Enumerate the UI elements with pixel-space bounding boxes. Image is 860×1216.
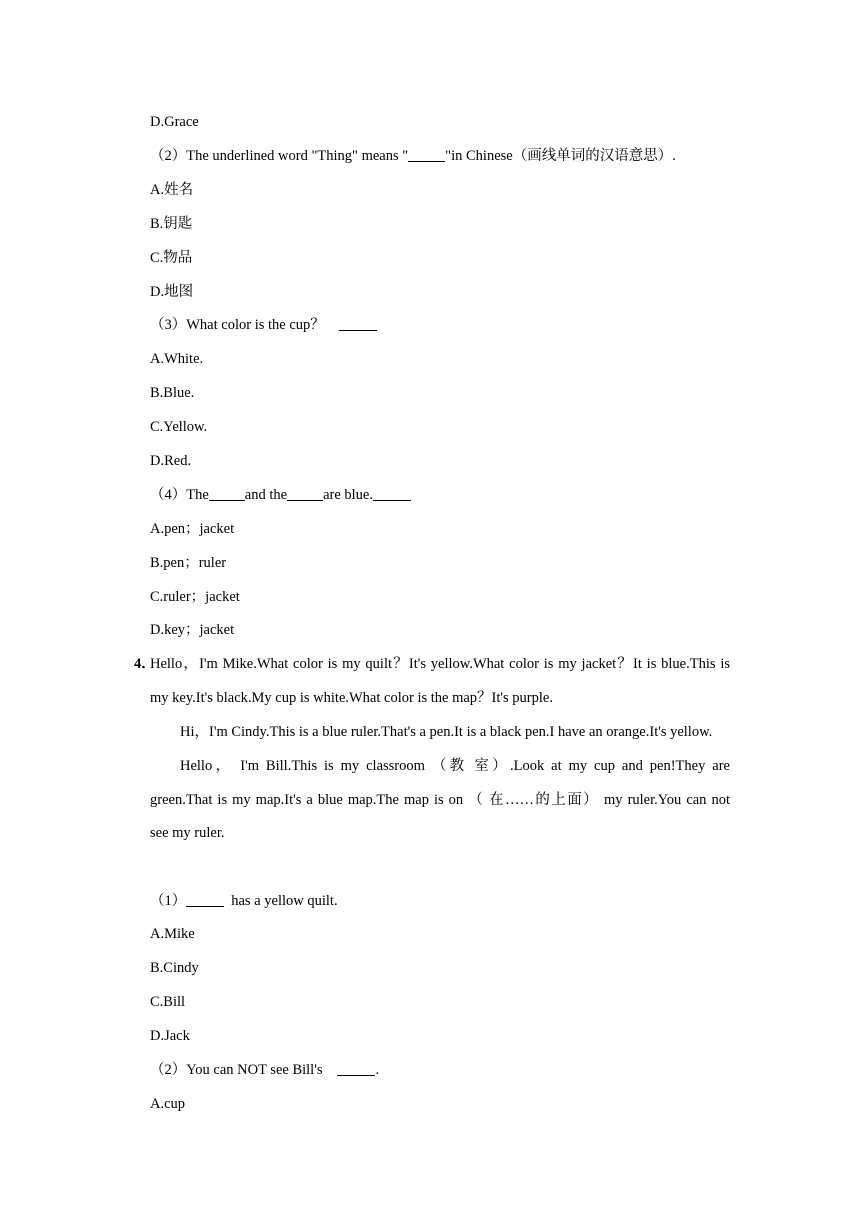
answer-blank: [373, 486, 411, 501]
q4-sub2-stem: [150, 1061, 379, 1079]
q3-sub2-suffix: "in Chinese（画线单词的汉语意思）.: [445, 148, 676, 164]
passage-p2: Hi，I'm Cindy.This is a blue ruler.That's a pen.It is a black pen.I have an orange.It's yellow.: [180, 724, 713, 740]
q3-sub3-option-c: C.Yellow.: [150, 419, 208, 435]
answer-blank: [337, 1061, 375, 1076]
passage-p3-line1: Hello， I'm Bill.This is my classroom （教 室）.Look at my cup and pen!They are: [180, 758, 730, 774]
q3-sub4-option-d: D.key；jacket: [150, 622, 235, 638]
q3-sub3-prefix: （3）What color is the cup？: [150, 317, 325, 333]
answer-blank: [209, 486, 245, 501]
passage-p1-line2: my key.It's black.My cup is white.What color is the map？It's purple.: [150, 690, 553, 706]
answer-blank: [186, 892, 224, 907]
q4-sub1-option-a: A.Mike: [150, 926, 195, 942]
question-number: 4．: [134, 656, 156, 672]
q3-sub3-option-b: B.Blue.: [150, 385, 195, 401]
passage-p1-line1: Hello，I'm Mike.What color is my quilt？It's yellow.What color is my jacket？It is blue.This is: [150, 656, 730, 672]
q4-sub2-suffix: .: [375, 1062, 380, 1078]
q3-sub4-option-b: B.pen；ruler: [150, 555, 227, 571]
q3-sub3-option-d: D.Red.: [150, 453, 192, 469]
q3-sub4-part1: （4）The: [150, 487, 209, 503]
q3-sub2-prefix: （2）The underlined word "Thing" means ": [150, 148, 409, 164]
q4-sub1-prefix: （1）: [150, 893, 187, 909]
q4-sub1-option-c: C.Bill: [150, 994, 186, 1010]
q3-sub4-stem: [150, 486, 411, 504]
q3-sub2-stem: [150, 147, 676, 165]
q3-sub2-option-c: C.物品: [150, 250, 193, 266]
option-d-grace: D.Grace: [150, 114, 199, 130]
q3-sub3-option-a: A.White.: [150, 351, 204, 367]
q4-sub1-option-b: B.Cindy: [150, 960, 199, 976]
q3-sub4-option-a: A.pen；jacket: [150, 521, 235, 537]
q4-sub1-stem: [150, 892, 338, 910]
q3-sub4-part2: and the: [244, 487, 288, 503]
q3-sub4-part3: are blue.: [323, 487, 373, 503]
answer-blank: [408, 147, 445, 162]
q3-sub3-stem: [150, 316, 377, 334]
q3-sub2-option-a: A.姓名: [150, 182, 194, 198]
answer-blank: [287, 486, 323, 501]
answer-blank: [339, 316, 377, 331]
passage-p3-line3: see my ruler.: [150, 825, 225, 841]
q4-sub1-option-d: D.Jack: [150, 1028, 190, 1044]
passage-p3-line2: green.That is my map.It's a blue map.The map is on （ 在……的上面） my ruler.You can not: [150, 792, 730, 808]
q4-sub2-option-a: A.cup: [150, 1096, 186, 1112]
q3-sub2-option-d: D.地图: [150, 284, 194, 300]
q3-sub4-option-c: C.ruler；jacket: [150, 589, 240, 605]
q4-sub2-prefix: （2）You can NOT see Bill's: [150, 1062, 323, 1078]
q4-sub1-suffix: has a yellow quilt.: [231, 893, 338, 909]
q3-sub2-option-b: B.钥匙: [150, 216, 193, 232]
